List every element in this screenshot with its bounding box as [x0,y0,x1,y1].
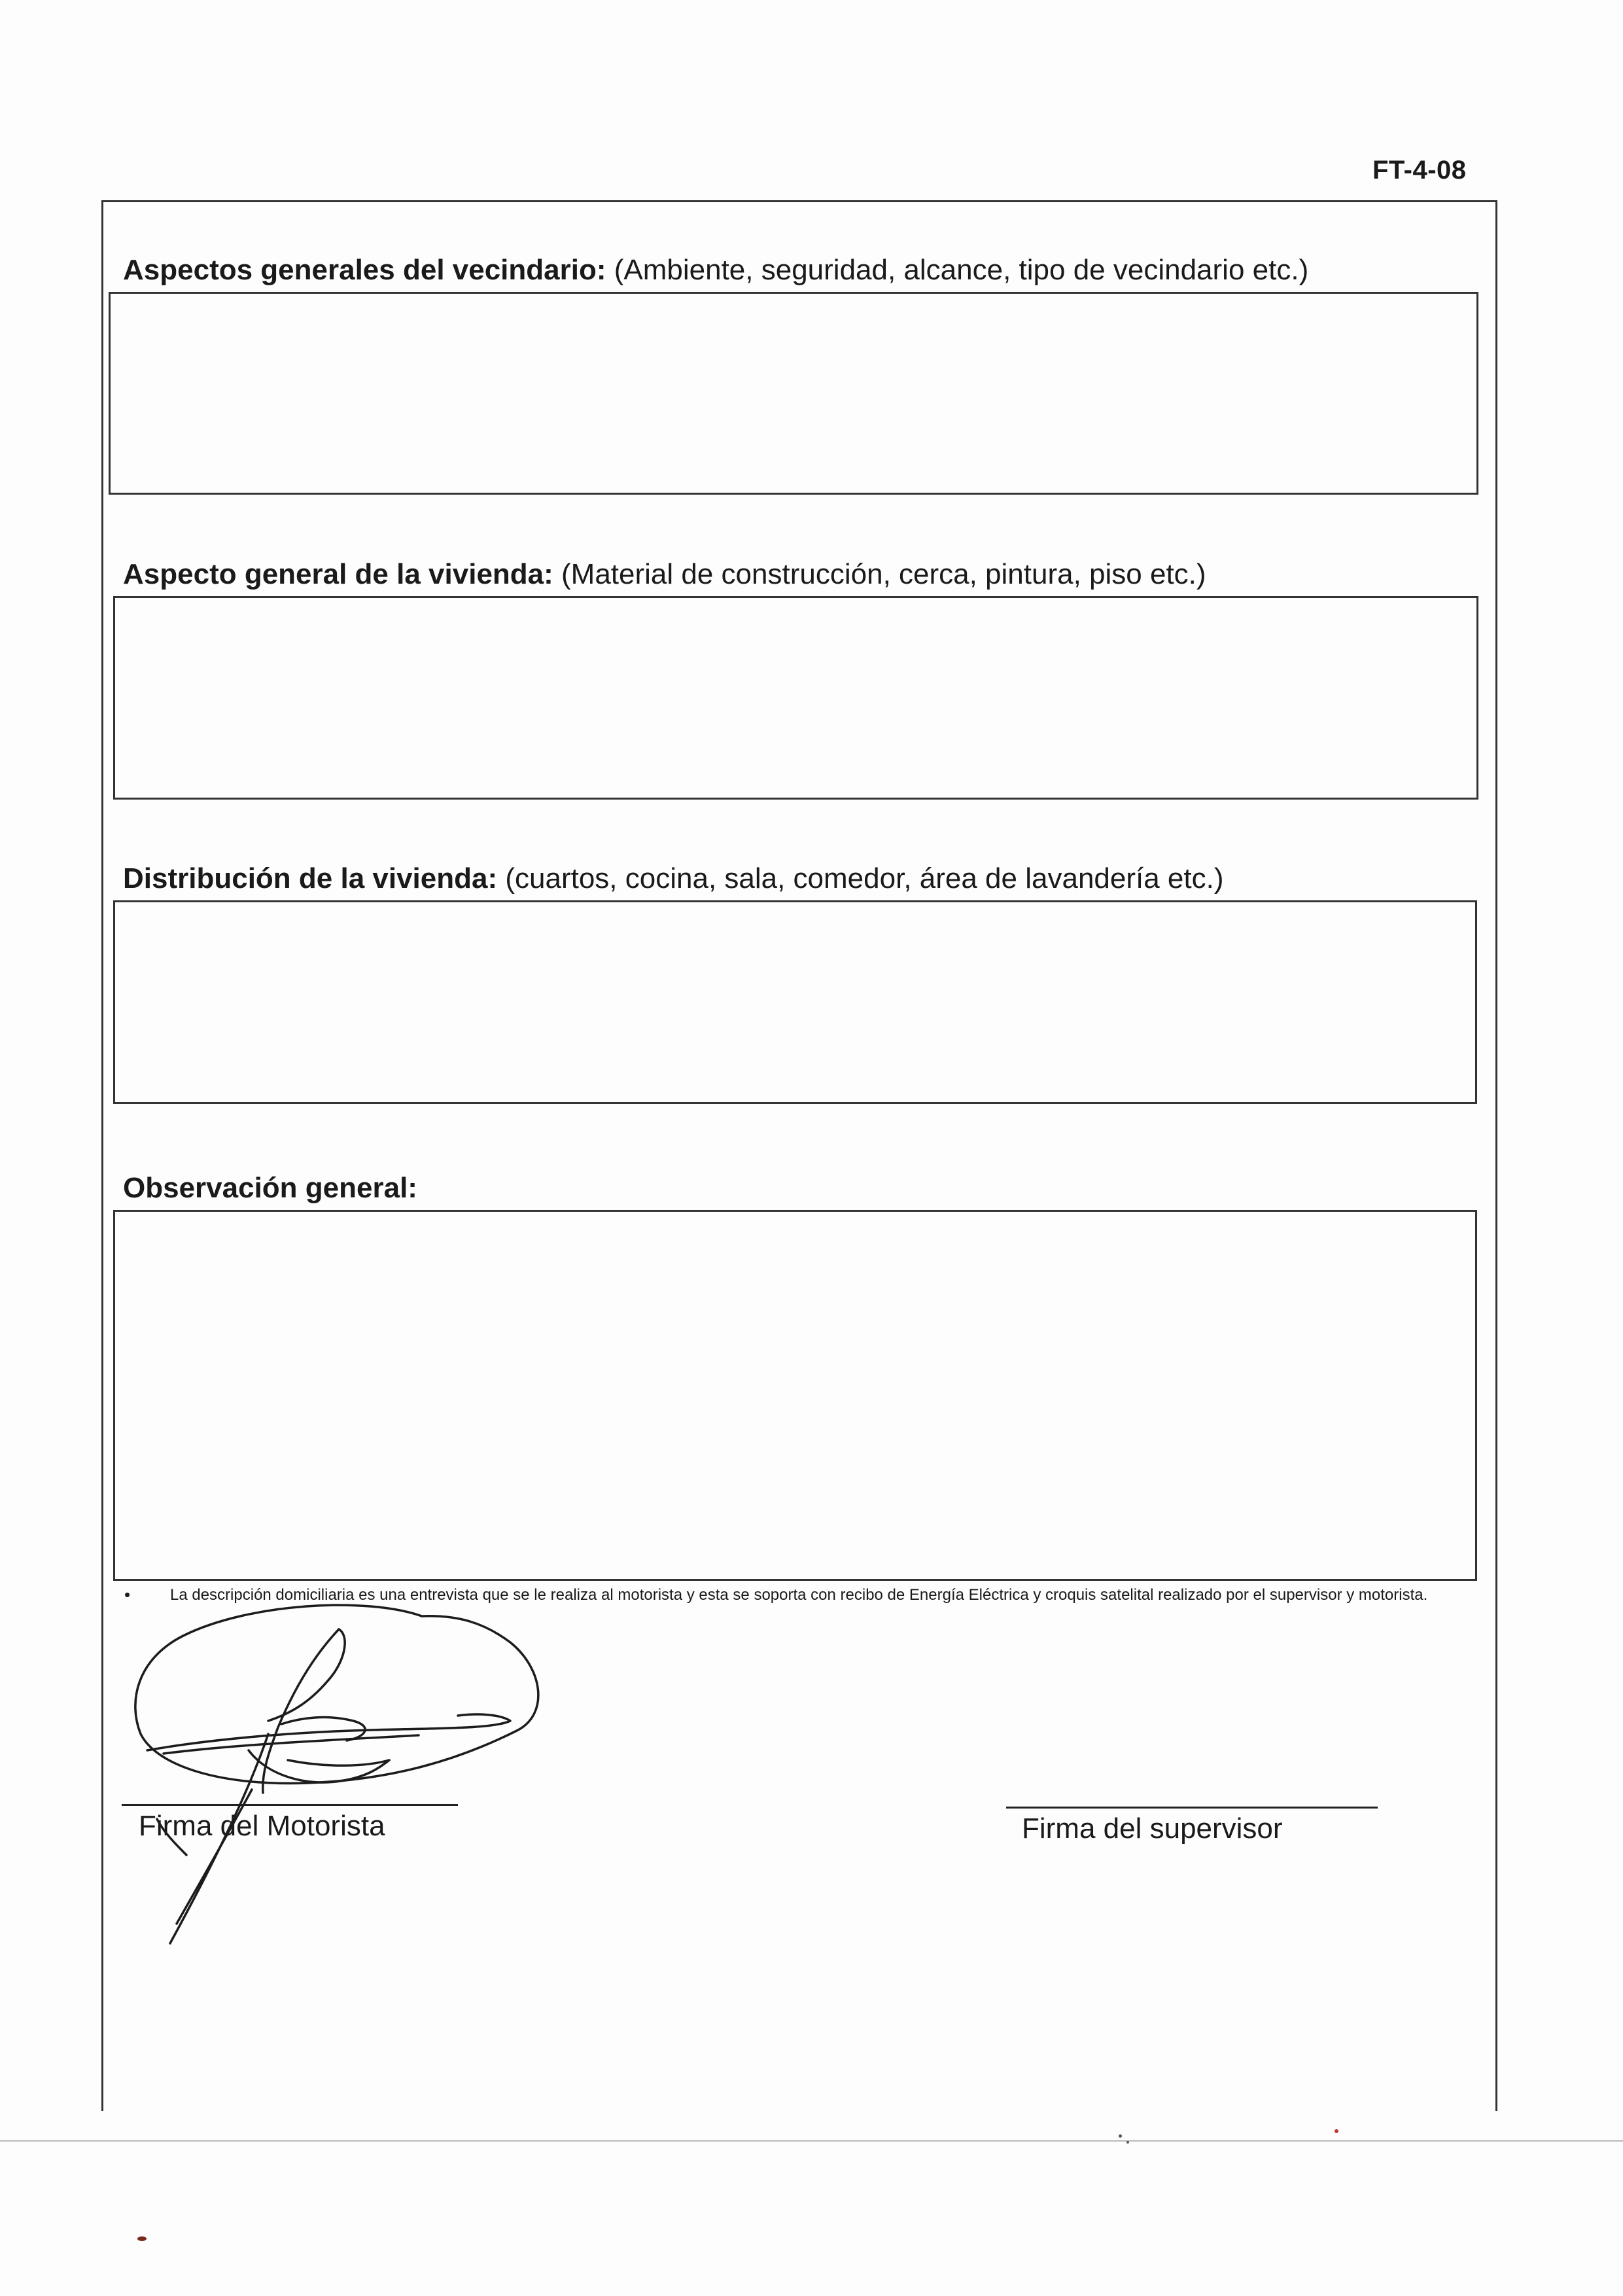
section-hint: (cuartos, cocina, sala, comedor, área de lavandería etc.) [497,862,1224,894]
footnote-text: La descripción domiciliaria es una entrevista que se le realiza al motorista y esta se soporta con recibo de Energía Eléctrica y croquis satelital realizado por el supervisor y motorista. [170,1586,1428,1604]
scan-speck [1126,2141,1129,2144]
answer-box-distribucion[interactable] [113,900,1477,1104]
scan-speck [1119,2134,1122,2138]
scan-edge-line [0,2140,1623,2142]
section-label: Observación general: [123,1172,417,1204]
handwritten-signature [92,1597,550,1963]
section-hint: (Ambiente, seguridad, alcance, tipo de vecindario etc.) [606,254,1309,286]
form-code: FT-4-08 [1372,156,1467,185]
answer-box-vivienda[interactable] [113,596,1478,800]
signature-label-supervisor: Firma del supervisor [1022,1812,1283,1845]
section-heading-observacion [123,1172,417,1205]
scan-speck [1335,2129,1338,2133]
section-hint: (Material de construcción, cerca, pintura, piso etc.) [553,558,1206,590]
section-heading-vivienda [123,558,1206,591]
scan-speck [137,2236,147,2241]
answer-box-observacion[interactable] [113,1210,1477,1581]
answer-box-vecindario[interactable] [109,292,1478,495]
section-label: Aspecto general de la vivienda: [123,558,553,590]
section-heading-distribucion [123,862,1224,895]
section-heading-vecindario [123,254,1308,287]
section-label: Aspectos generales del vecindario: [123,254,606,286]
signature-label-motorista: Firma del Motorista [139,1810,385,1842]
footnote-bullet: • [124,1585,131,1604]
signature-line-supervisor [1006,1807,1378,1809]
section-label: Distribución de la vivienda: [123,862,498,894]
